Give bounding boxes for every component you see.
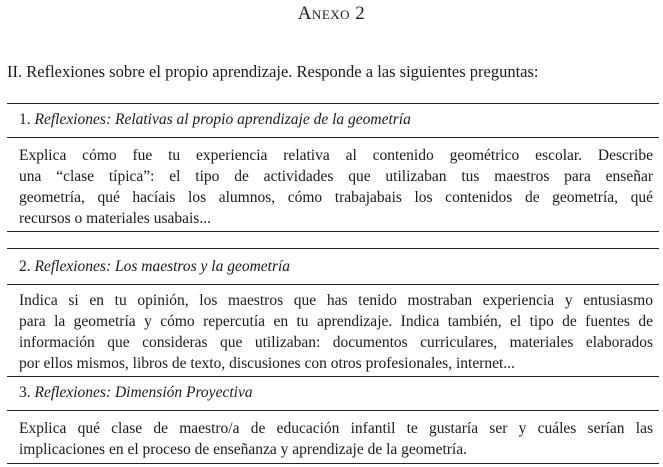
section-heading-1 bbox=[19, 111, 411, 129]
divider bbox=[7, 463, 659, 464]
section-body-1 bbox=[19, 145, 653, 229]
page-title: Anexo 2 bbox=[297, 3, 366, 24]
section-heading-3 bbox=[19, 384, 253, 402]
body-line: una “clase típica”: el tipo de actividades que utilizaban tus maestros para enseñar bbox=[19, 168, 653, 185]
body-line: implicaciones en el proceso de enseñanza y aprendizaje de la geometría. bbox=[19, 441, 467, 458]
section-title: Reflexiones: Dimensión Proyectiva bbox=[34, 384, 253, 401]
divider bbox=[7, 103, 659, 104]
divider bbox=[7, 376, 659, 377]
section-heading-2 bbox=[19, 258, 290, 276]
divider bbox=[7, 410, 659, 411]
divider bbox=[7, 137, 659, 138]
body-line: Explica qué clase de maestro/a de educación infantil te gustaría ser y cuáles serían las bbox=[19, 420, 653, 437]
divider bbox=[7, 231, 659, 232]
section-title: Reflexiones: Los maestros y la geometría bbox=[34, 258, 291, 275]
divider bbox=[7, 284, 659, 285]
body-line: Explica cómo fue tu experiencia relativa al contenido geométrico escolar. Describe bbox=[19, 147, 653, 164]
body-line: Indica si en tu opinión, los maestros que has tenido mostraban experiencia y entusiasmo bbox=[19, 292, 653, 309]
section-number: 3. bbox=[19, 384, 31, 401]
section-body-3 bbox=[19, 418, 653, 460]
body-line: para la geometría y cómo repercutía en tu aprendizaje. Indica también, el tipo de fuentes de bbox=[19, 313, 653, 330]
section-number: 2. bbox=[19, 258, 31, 275]
section-title: Reflexiones: Relativas al propio aprendizaje de la geometría bbox=[34, 111, 411, 128]
body-line: geometría, qué hacíais los alumnos, cómo trabajabais los contenidos de geometría, qué bbox=[19, 189, 653, 206]
intro-text: II. Reflexiones sobre el propio aprendizaje. Responde a las siguientes preguntas: bbox=[7, 62, 539, 81]
body-line: por ellos mismos, libros de texto, discusiones con otros profesionales, internet... bbox=[19, 355, 515, 372]
body-line: información que consideras que utilizaban: documentos curriculares, materiales elaborados bbox=[19, 334, 653, 351]
section-body-2 bbox=[19, 290, 653, 374]
section-number: 1. bbox=[19, 111, 31, 128]
divider bbox=[7, 248, 659, 249]
body-line: recursos o materiales usabais... bbox=[19, 210, 211, 227]
